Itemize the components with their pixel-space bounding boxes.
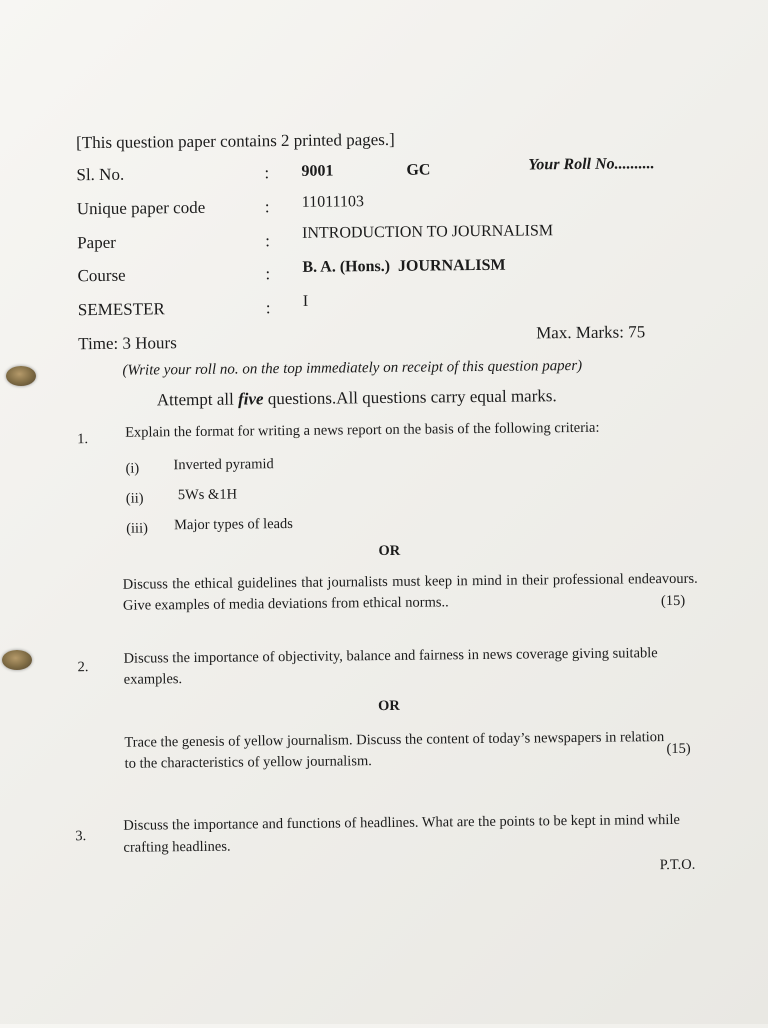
paper-value: INTRODUCTION TO JOURNALISM [301, 222, 554, 242]
roll-no-label: Your Roll No.......... [528, 155, 655, 174]
semester-colon: : [265, 298, 271, 318]
q1-item-3-label: (iii) [126, 520, 148, 537]
sl-no-label: Sl. No. [76, 164, 125, 185]
q2-or: OR [377, 697, 400, 715]
q1-item-3-text: Major types of leads [174, 515, 294, 534]
course-colon: : [265, 264, 271, 284]
semester-value: I [302, 292, 309, 310]
q1-or: OR [378, 542, 401, 560]
sl-no-colon: : [264, 163, 270, 183]
max-marks-label: Max. Marks: 75 [536, 322, 646, 343]
unique-paper-code-value: 11011103 [301, 193, 365, 211]
q1-item-2-text: 5Ws &1H [177, 486, 238, 504]
sl-no-value: 9001 [301, 162, 334, 180]
attempt-instruction [157, 386, 557, 410]
time-label: Time: 3 Hours [78, 333, 177, 354]
q1-alt-text: Discuss the ethical guidelines that journalists must keep in mind in their professional endeavours. Give examples of media deviations from ethical norms.. [122, 570, 698, 614]
attempt-pre: Attempt all [156, 389, 239, 410]
q2-alt-text: Trace the genesis of yellow journalism. Discuss the content of today’s newspapers in relation to the characteristics of yellow journalism. [124, 729, 665, 772]
attempt-post: questions.All questions carry equal marks. [263, 386, 557, 409]
paper-colon: : [265, 231, 270, 251]
attempt-emph: five [237, 389, 264, 409]
question-1-text: Explain the format for writing a news report on the basis of the following criteria: [125, 419, 600, 441]
sl-no-code: GC [406, 161, 431, 179]
question-2-number: 2. [77, 659, 89, 676]
q1-item-2-label: (ii) [125, 490, 144, 507]
question-1-number: 1. [77, 431, 89, 448]
course-label: Course [77, 265, 126, 286]
unique-paper-code-label: Unique paper code [76, 197, 206, 219]
q1-marks: (15) [660, 592, 686, 610]
q2-marks: (15) [666, 740, 691, 758]
pto-label: P.T.O. [659, 856, 696, 874]
question-2-text: Discuss the importance of objectivity, balance and fairness in news coverage giving suitable examples. [123, 645, 658, 688]
course-value: B. A. (Hons.) JOURNALISM [302, 256, 506, 276]
paper-label: Paper [77, 232, 116, 253]
q1-item-1-text: Inverted pyramid [173, 456, 274, 474]
semester-label: SEMESTER [77, 299, 165, 320]
question-3-number: 3. [75, 828, 87, 845]
unique-paper-code-colon: : [264, 197, 270, 217]
roll-instruction: (Write your roll no. on the top immediately on receipt of this question paper) [122, 357, 583, 379]
question-3-text: Discuss the importance and functions of headlines. What are the points to be kept in mind while crafting headlines. [123, 811, 680, 856]
q1-item-1-label: (i) [125, 460, 140, 477]
pages-note: [This question paper contains 2 printed pages.] [76, 129, 395, 153]
